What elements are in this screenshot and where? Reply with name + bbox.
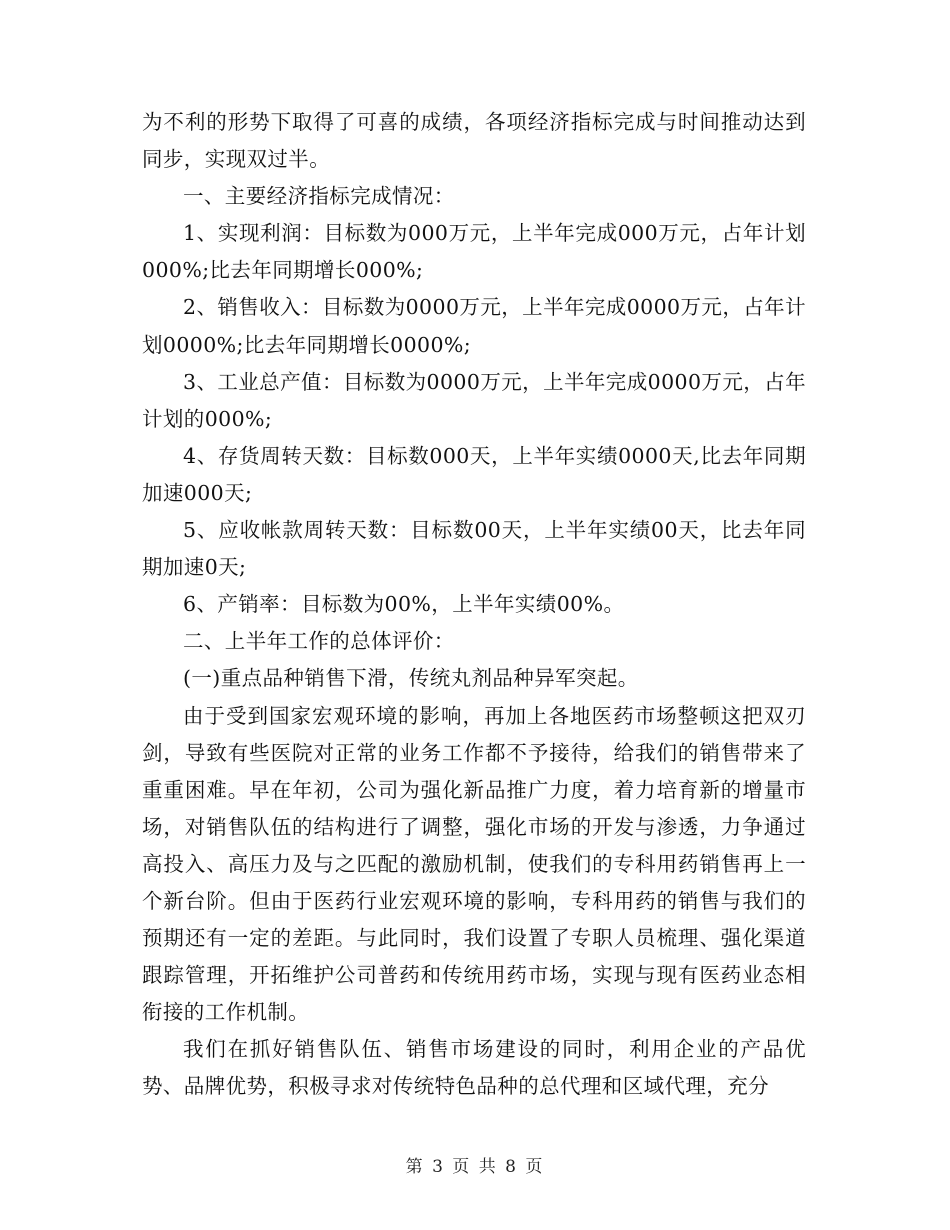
document-body (142, 104, 806, 1106)
section-heading-main-indicators: 一、主要经济指标完成情况： (183, 184, 455, 209)
indicator-sales-revenue: 2、销售收入：目标数为0000万元，上半年完成0000万元，占年计划0000%;比去年同期增长0000%; (142, 295, 806, 357)
indicator-sales-production-rate: 6、产销率：目标数为00%，上半年实绩00%。 (183, 592, 625, 617)
paragraph-sales-team: 我们在抓好销售队伍、销售市场建设的同时，利用企业的产品优势、品牌优势，积极寻求对传统特色品种的总代理和区域代理，充分 (142, 1037, 806, 1099)
indicator-industrial-output: 3、工业总产值：目标数为0000万元，上半年完成0000万元，占年计划的000%; (142, 369, 806, 431)
indicator-inventory-turnover: 4、存货周转天数：目标数000天，上半年实绩0000天,比去年同期加速000天; (142, 443, 806, 505)
page-footer: 第 3 页 共 8 页 (405, 1157, 545, 1177)
indicator-receivables-turnover: 5、应收帐款周转天数：目标数00天，上半年实绩00天，比去年同期加速0天; (142, 518, 806, 580)
indicator-profit: 1、实现利润：目标数为000万元，上半年完成000万元，占年计划000%;比去年同期增长000%; (142, 221, 806, 283)
section-heading-overall-evaluation: 二、上半年工作的总体评价： (183, 629, 455, 654)
paragraph-macro-environment: 由于受到国家宏观环境的影响，再加上各地医药市场整顿这把双刃剑，导致有些医院对正常的业务工作都不予接待，给我们的销售带来了重重困难。早在年初，公司为强化新品推广力度，着力培育新的增量市场，对销售队伍的结构进行了调整，强化市场的开发与渗透，力争通过高投入、高压力及与之匹配的激励机制，使我们的专科用药销售再上一个新台阶。但由于医药行业宏观环境的影响，专科用药的销售与我们的预期还有一定的差距。与此同时，我们设置了专职人员梳理、强化渠道跟踪管理，开拓维护公司普药和传统用药市场，实现与现有医药业态相衔接的工作机制。 (142, 703, 806, 1025)
paragraph-continuation: 为不利的形势下取得了可喜的成绩，各项经济指标完成与时间推动达到同步，实现双过半。 (142, 110, 806, 172)
subsection-heading-key-products: (一)重点品种销售下滑，传统丸剂品种异军突起。 (183, 666, 639, 691)
